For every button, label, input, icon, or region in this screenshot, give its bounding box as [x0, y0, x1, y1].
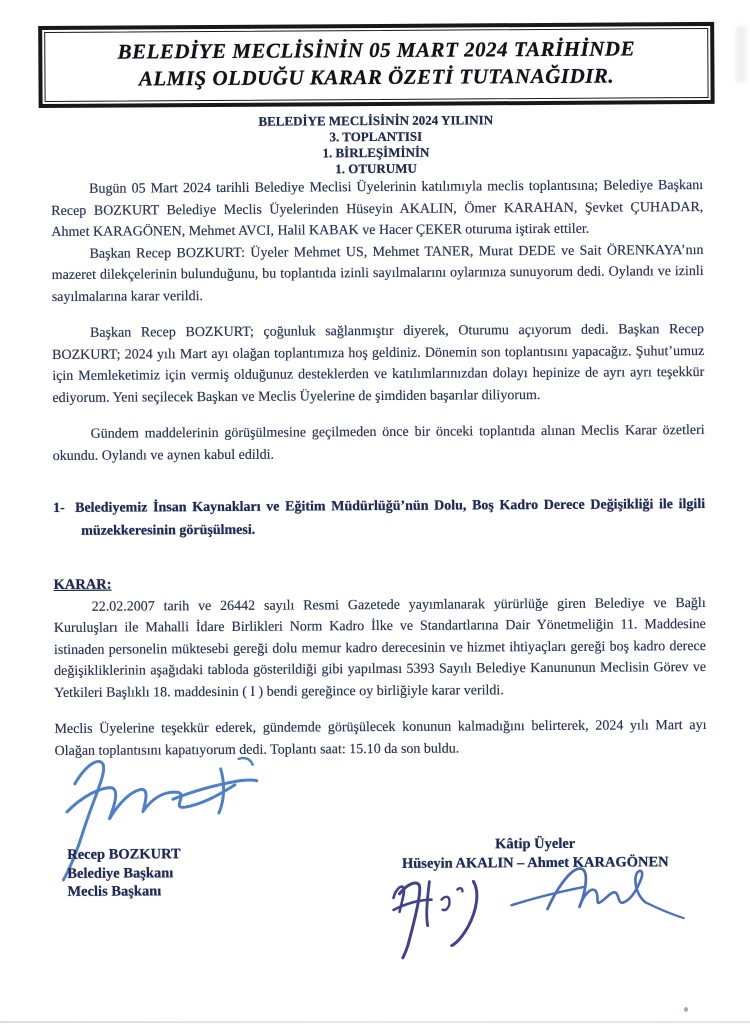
- scan-dot-artifact: [684, 1007, 688, 1012]
- paragraph-opening-speech: Başkan Recep BOZKURT; çoğunluk sağlanmıştır diyerek, Oturumu açıyorum dedi. Başkan Recep BOZKURT; 2024 yılı Mart ayı olağan toplantımıza hoş geldiniz. Dönemin son toplantısını yapacağız. Şuhut’umuz için Memleketimiz için vermiş olduğunuz desteklerden ve katılımlarınızdan dolayı hepinize de ayrı ayrı teşekkür ediyorum. Yeni seçilecek Başkan ve Meclis Üyelerine de şimdiden başarılar diliyorum.: [52, 321, 705, 406]
- clerk-members-role: Kâtip Üyeler: [495, 835, 576, 853]
- agenda-item-1: [53, 493, 705, 543]
- document-title-line-1: BELEDİYE MECLİSİNİN 05 MART 2024 TARİHİNDE: [117, 36, 636, 64]
- mayor-name-block: [67, 845, 181, 901]
- meeting-subtitle: [1, 111, 750, 180]
- paragraph-previous-minutes: Gündem maddelerinin görüşülmesine geçilmeden önce bir önceki toplantıda alınan Meclis Karar özetleri okundu. Oylandı ve aynen kabul edildi.: [52, 422, 705, 464]
- clerk-signature-karagonen: [507, 860, 687, 931]
- scan-smudge-artifact: [736, 26, 746, 82]
- agenda-item-number: 1-: [53, 500, 65, 516]
- subtitle-line-3: 1. BİRLEŞİMİNİN: [322, 144, 430, 161]
- decision-body: 22.02.2007 tarih ve 26442 sayılı Resmi Gazetede yayımlanarak yürürlüğe giren Belediye ve Bağlı Kuruluşları ile Mahalli İdare Birlikleri Norm Kadro İlke ve Standartlarına Dair Yönetmeliğin 11. Maddesine istinaden personelin müktesebi gereği dolu memur kadro derecesinin ve hizmet ihtiyaçları gereği boş kadro derece değişikliklerinin aşağıdaki tabloda gösterildiği gibi yapılması 5393 Sayılı Belediye Kanununun Meclisin Görev ve Yetkileri Başlıklı 18. maddesinin ( I ) bendi gereğince oy birliğiyle karar verildi.: [53, 595, 707, 701]
- closing-paragraph: Meclis Üyelerine teşekkür ederek, gündemde görüşülecek konunun kalmadığını belirterek, 2024 yılı Mart ayı Olağan toplantısını kapatıyorum dedi. Toplantı saat: 15.10 da son buldu.: [54, 717, 707, 759]
- mayor-name: Recep BOZKURT: [67, 846, 181, 863]
- paragraph-attendance: Bugün 05 Mart 2024 tarihli Belediye Meclisi Üyelerinin katılımıyla meclis toplantısına; Belediye Başkanı Recep BOZKURT Belediye Meclis Üyelerinden Hüseyin AKALIN, Ömer KARAHAN, Şevket ÇUHADAR, Ahmet KARAGÖNEN, Mehmet AVCI, Halil KABAK ve Hacer ÇEKER oturuma iştirak ettiler.: [51, 177, 704, 240]
- document-title-line-2: ALMIŞ OLDUĞU KARAR ÖZETİ TUTANAĞIDIR.: [138, 63, 615, 91]
- document-body: [51, 175, 707, 762]
- mayor-title-2: Meclis Başkanı: [67, 883, 162, 900]
- clerk-signature-akalin: [385, 871, 496, 962]
- title-box-inner: [44, 28, 708, 102]
- decision-heading: KARAR:: [53, 576, 112, 593]
- subtitle-line-1: BELEDİYE MECLİSİNİN 2024 YILININ: [258, 112, 494, 129]
- paragraph-excused-members: Başkan Recep BOZKURT: Üyeler Mehmet US, Mehmet TANER, Murat DEDE ve Sait ÖRENKAYA’nın mazeret dilekçelerinin bulunduğunu, bu toplantıda izinli sayılmalarını oylarınıza sunuyorum dedi. Oylandı ve izinli sayılmalarına karar verildi.: [51, 242, 704, 305]
- title-box: [38, 22, 714, 108]
- signature-section: [55, 792, 708, 996]
- clerk-members-names: Hüseyin AKALIN – Ahmet KARAGÖNEN: [401, 854, 669, 872]
- mayor-title-1: Belediye Başkanı: [67, 864, 174, 882]
- subtitle-line-4: 1. OTURUMU: [335, 160, 417, 177]
- agenda-item-text: Belediyemiz İnsan Kaynakları ve Eğitim Müdürlüğü’nün Dolu, Boş Kadro Derece Değişikliği ile ilgili müzekkeresinin görüşülmesi.: [75, 496, 706, 539]
- scan-edge-line: [0, 1021, 750, 1023]
- subtitle-line-2: 3. TOPLANTISI: [329, 128, 423, 145]
